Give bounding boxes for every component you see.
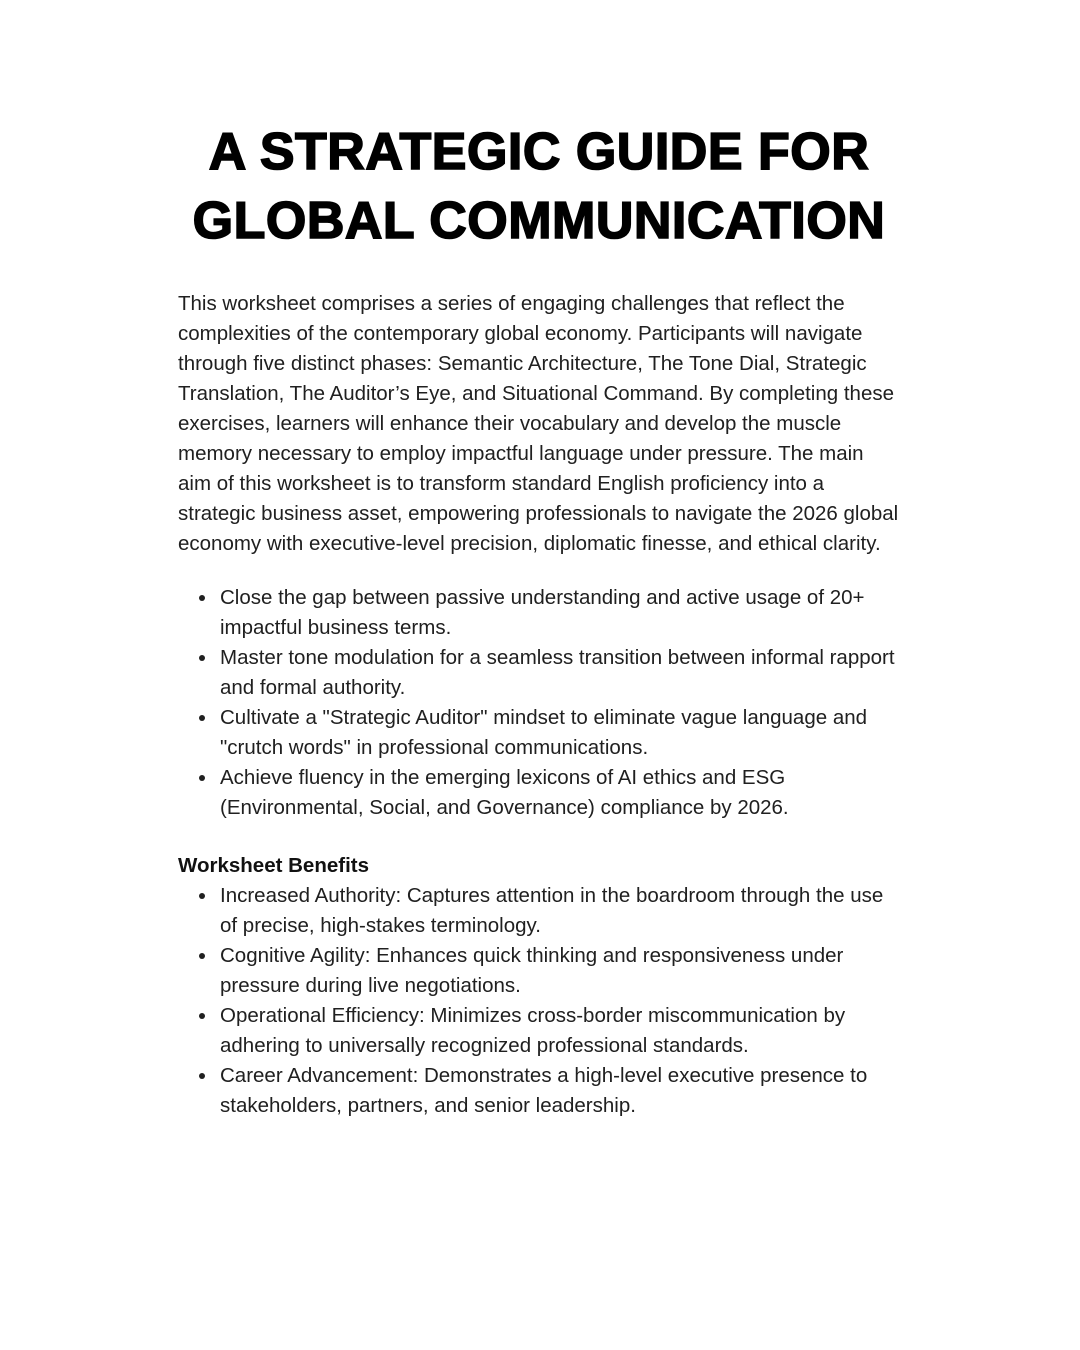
list-item: • Operational Efficiency: Minimizes cross-border miscommunication by adhering to universally recognized professional standards. bbox=[218, 1001, 900, 1061]
page-title: A STRATEGIC GUIDE FOR GLOBAL COMMUNICATION bbox=[192, 123, 886, 250]
list-item: • Close the gap between passive understanding and active usage of 20+ impactful business terms. bbox=[218, 583, 900, 643]
list-item: • Achieve fluency in the emerging lexicons of AI ethics and ESG (Environmental, Social, and Governance) compliance by 2026. bbox=[218, 763, 900, 823]
list-item: • Cognitive Agility: Enhances quick thinking and responsiveness under pressure during live negotiations. bbox=[218, 941, 900, 1001]
objectives-list bbox=[178, 583, 900, 823]
list-item: • Career Advancement: Demonstrates a high-level executive presence to stakeholders, partners, and senior leadership. bbox=[218, 1061, 900, 1121]
list-item: • Increased Authority: Captures attention in the boardroom through the use of precise, high-stakes terminology. bbox=[218, 881, 900, 941]
benefits-heading: Worksheet Benefits bbox=[178, 854, 370, 878]
benefits-list bbox=[178, 881, 900, 1121]
list-item: • Cultivate a "Strategic Auditor" mindset to eliminate vague language and "crutch words" in professional communications. bbox=[218, 703, 900, 763]
intro-paragraph: This worksheet comprises a series of engaging challenges that reflect the complexities of the contemporary global economy. Participants will navigate through five distinct phases: Semantic Architecture, The Tone Dial, Strategic Translation, The Auditor’s Eye, and Situational Command. By completing these exercises, learners will enhance their vocabulary and develop the muscle memory necessary to employ impactful language under pressure. The main aim of this worksheet is to transform standard English proficiency into a strategic business asset, empowering professionals to navigate the 2026 global economy with executive-level precision, diplomatic finesse, and ethical clarity. bbox=[178, 292, 899, 556]
list-item: • Master tone modulation for a seamless transition between informal rapport and formal authority. bbox=[218, 643, 900, 703]
